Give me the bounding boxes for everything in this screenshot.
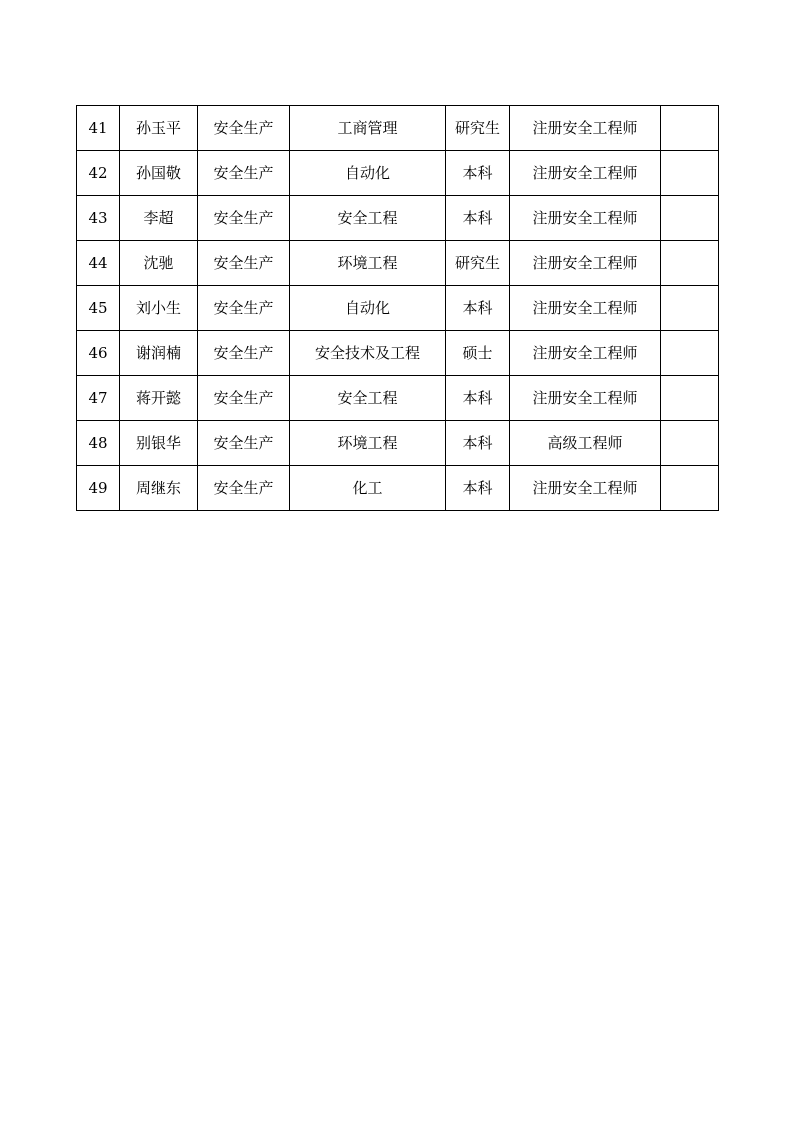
row-number-cell: 46 <box>77 331 120 376</box>
education-cell: 硕士 <box>446 331 510 376</box>
table-row <box>77 331 719 376</box>
field-cell: 安全生产 <box>198 196 290 241</box>
name-cell: 蒋开懿 <box>120 376 198 421</box>
row-number-cell: 44 <box>77 241 120 286</box>
title-cell: 注册安全工程师 <box>510 196 661 241</box>
table-body <box>77 106 719 511</box>
education-cell: 本科 <box>446 466 510 511</box>
major-cell: 自动化 <box>290 151 446 196</box>
note-cell <box>661 196 719 241</box>
table-row <box>77 421 719 466</box>
row-number-cell: 49 <box>77 466 120 511</box>
table-row <box>77 466 719 511</box>
field-cell: 安全生产 <box>198 241 290 286</box>
field-cell: 安全生产 <box>198 151 290 196</box>
major-cell: 工商管理 <box>290 106 446 151</box>
row-number-cell: 45 <box>77 286 120 331</box>
table-row <box>77 196 719 241</box>
title-cell: 注册安全工程师 <box>510 151 661 196</box>
note-cell <box>661 286 719 331</box>
note-cell <box>661 241 719 286</box>
major-cell: 环境工程 <box>290 421 446 466</box>
name-cell: 别银华 <box>120 421 198 466</box>
note-cell <box>661 151 719 196</box>
major-cell: 安全技术及工程 <box>290 331 446 376</box>
education-cell: 本科 <box>446 196 510 241</box>
note-cell <box>661 106 719 151</box>
major-cell: 化工 <box>290 466 446 511</box>
title-cell: 注册安全工程师 <box>510 106 661 151</box>
title-cell: 注册安全工程师 <box>510 466 661 511</box>
title-cell: 注册安全工程师 <box>510 241 661 286</box>
major-cell: 安全工程 <box>290 196 446 241</box>
note-cell <box>661 466 719 511</box>
note-cell <box>661 376 719 421</box>
table-row <box>77 376 719 421</box>
title-cell: 注册安全工程师 <box>510 286 661 331</box>
table-row <box>77 106 719 151</box>
name-cell: 孙国敬 <box>120 151 198 196</box>
note-cell <box>661 331 719 376</box>
education-cell: 研究生 <box>446 241 510 286</box>
name-cell: 沈驰 <box>120 241 198 286</box>
field-cell: 安全生产 <box>198 286 290 331</box>
row-number-cell: 48 <box>77 421 120 466</box>
row-number-cell: 41 <box>77 106 120 151</box>
table-row <box>77 286 719 331</box>
name-cell: 刘小生 <box>120 286 198 331</box>
row-number-cell: 43 <box>77 196 120 241</box>
name-cell: 谢润楠 <box>120 331 198 376</box>
field-cell: 安全生产 <box>198 376 290 421</box>
major-cell: 安全工程 <box>290 376 446 421</box>
major-cell: 自动化 <box>290 286 446 331</box>
name-cell: 周继东 <box>120 466 198 511</box>
title-cell: 注册安全工程师 <box>510 331 661 376</box>
education-cell: 本科 <box>446 286 510 331</box>
field-cell: 安全生产 <box>198 466 290 511</box>
education-cell: 本科 <box>446 151 510 196</box>
table-row <box>77 241 719 286</box>
title-cell: 高级工程师 <box>510 421 661 466</box>
field-cell: 安全生产 <box>198 331 290 376</box>
education-cell: 研究生 <box>446 106 510 151</box>
field-cell: 安全生产 <box>198 421 290 466</box>
major-cell: 环境工程 <box>290 241 446 286</box>
education-cell: 本科 <box>446 421 510 466</box>
expert-roster-table <box>76 105 719 511</box>
table-row <box>77 151 719 196</box>
note-cell <box>661 421 719 466</box>
name-cell: 孙玉平 <box>120 106 198 151</box>
name-cell: 李超 <box>120 196 198 241</box>
title-cell: 注册安全工程师 <box>510 376 661 421</box>
row-number-cell: 42 <box>77 151 120 196</box>
row-number-cell: 47 <box>77 376 120 421</box>
field-cell: 安全生产 <box>198 106 290 151</box>
education-cell: 本科 <box>446 376 510 421</box>
